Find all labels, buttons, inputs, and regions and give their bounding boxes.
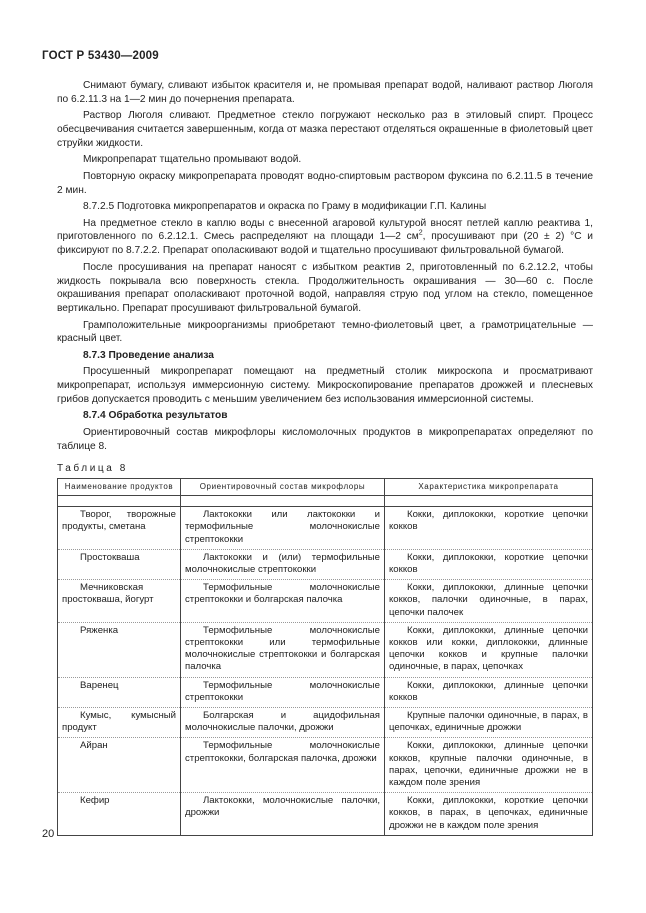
table-row [58,793,593,836]
cell-product: Кефир [58,793,181,836]
paragraph [57,217,593,258]
section-heading-8-7-3: 8.7.3 Проведение анализа [83,349,214,361]
column-header-product: Наименование продуктов [58,479,181,496]
section-heading-8-7-4: 8.7.4 Обработка результатов [83,410,228,422]
paragraph: Просушенный микропрепарат помещают на предметный столик микроскопа и просматривают микропрепарат, используя иммерсионную систему. Микроскопирование препаратов дрожжей и плесневых грибов допускается проводить с меньшим увеличением без использования иммерсионной системы. [57,366,593,405]
cell-flora: Болгарская и ацидофильная молочнокислые палочки, дрожжи [181,708,385,738]
cell-characteristic: Кокки, диплококки, короткие цепочки кокков [385,507,593,550]
cell-product: Варенец [58,677,181,707]
page-number: 20 [42,828,55,840]
superscript: 2 [418,230,423,238]
table-row [58,622,593,677]
column-header-flora: Ориентировочный состав микрофлоры [181,479,385,496]
cell-flora: Лактококки и (или) термофильные молочнокислые стрептококки [181,549,385,579]
cell-product: Творог, творожные продукты, сметана [58,507,181,550]
paragraph-part: На предметное стекло в каплю воды с внесенной агаровой культурой вносят петлей каплю реактива 1, приготовленного по 6.2.12.1. Смесь распределяют на площади 1—2 см [57,217,593,243]
table-caption: Таблица 8 [57,463,128,474]
cell-characteristic: Кокки, диплококки, длинные цепочки кокков, крупные палочки одиночные, в парах, цепочки, единичные дрожжи не в каждом поле зрения [385,738,593,793]
cell-flora: Лактококки или лактококки и термофильные молочнокислые стрептококки [181,507,385,550]
paragraph: Повторную окраску микропрепарата проводят водно-спиртовым раствором фуксина по 6.2.11.5 в течение 2 мин. [57,170,593,196]
cell-flora: Термофильные молочнокислые стрептококки и болгарская палочка [181,580,385,623]
table-row [58,708,593,738]
cell-flora: Термофильные молочнокислые стрептококки, болгарская палочка, дрожжи [181,738,385,793]
cell-flora: Лактококки, молочнокислые палочки, дрожжи [181,793,385,836]
table-row [58,738,593,793]
cell-characteristic: Кокки, диплококки, короткие цепочки кокков, в парах, в цепочках, единичные дрожжи не в каждом поле зрения [385,793,593,836]
paragraph: Микропрепарат тщательно промывают водой. [83,154,302,166]
cell-product: Мечниковская простокваша, йогурт [58,580,181,623]
paragraph: Ориентировочный состав микрофлоры кисломолочных продуктов в микропрепаратах определяют по таблице 8. [57,427,593,452]
paragraph: Раствор Люголя сливают. Предметное стекло погружают несколько раз в этиловый спирт. Процесс обесцвечивания считается завершенным, когда от мазка перестают отделяться окрашенные в фиолетовый цвет струйки жидкости. [57,110,593,149]
paragraph: После просушивания на препарат наносят с избытком реактив 2, приготовленный по 6.2.12.2, чтобы жидкость покрывала всю поверхность стекла. Продолжительность окрашивания — 30—60 с. После окрашивания препарат ополаскивают проточной водой, направляя струю под углом на стекло, помещенное вертикально. Препарат просушивают фильтровальной бумагой. [57,261,593,315]
cell-flora: Термофильные молочнокислые стрептококки [181,677,385,707]
table-row [58,580,593,623]
cell-characteristic: Кокки, диплококки, длинные цепочки кокков [385,677,593,707]
cell-characteristic: Крупные палочки одиночные, в парах, в цепочках, единичные дрожжи [385,708,593,738]
column-header-characteristic: Характеристика микропрепарата [385,479,593,496]
body-text [57,79,593,456]
cell-product: Простокваша [58,549,181,579]
cell-product: Кумыс, кумысный продукт [58,708,181,738]
table-row [58,677,593,707]
cell-characteristic: Кокки, диплококки, длинные цепочки кокков или кокки, диплококки, длинные цепочки кокков и крупные палочки одиночные, в парах, цепочках [385,622,593,677]
microflora-table [57,478,593,836]
cell-characteristic: Кокки, диплококки, короткие цепочки кокков [385,549,593,579]
cell-product: Ряженка [58,622,181,677]
table-spacer-row [58,496,593,507]
table-row [58,549,593,579]
table-row [58,507,593,550]
paragraph: Снимают бумагу, сливают избыток красителя и, не промывая препарат водой, наливают раствор Люголя по 6.2.11.3 на 1—2 мин до почернения препарата. [57,80,593,105]
section-heading-8-7-2-5: 8.7.2.5 Подготовка микропрепаратов и окраска по Граму в модификации Г.П. Калины [83,201,487,213]
cell-flora: Термофильные молочнокислые стрептококки или термофильные молочнокислые стрептококки и болгарская палочка [181,622,385,677]
document-header: ГОСТ Р 53430—2009 [42,50,159,62]
paragraph: Грамположительные микроорганизмы приобретают темно-фиолетовый цвет, а грамотрицательные — красный цвет. [57,319,593,345]
cell-characteristic: Кокки, диплококки, длинные цепочки кокков, палочки одиночные, в парах, цепочки палочек [385,580,593,623]
paragraph-part: , просушивают при (20 ± 2) °С и фиксируют по 8.7.2.2. Препарат ополаскивают водой и тщательно просушивают фильтровальной бумагой. [57,231,593,257]
cell-product: Айран [58,738,181,793]
table-header-row [58,479,593,496]
